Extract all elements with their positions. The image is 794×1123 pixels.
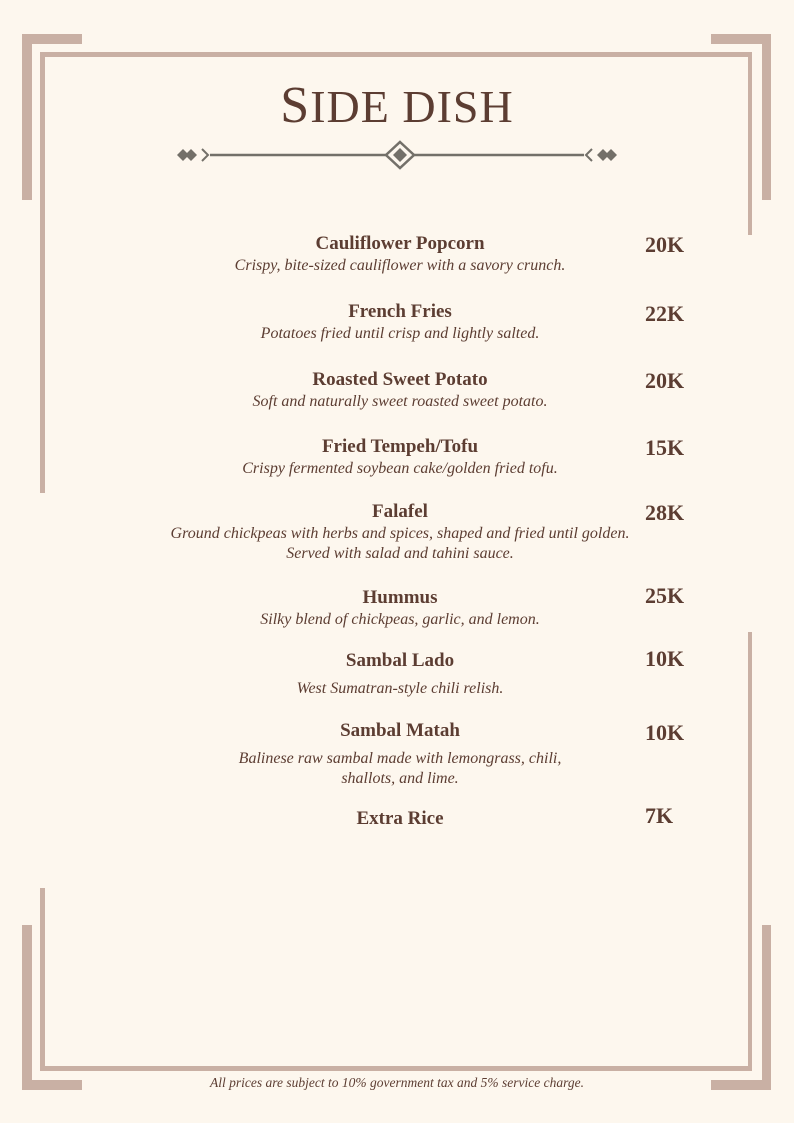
- item-price: 10K: [645, 646, 685, 671]
- menu-item: [160, 435, 640, 479]
- menu-item: [160, 232, 640, 276]
- item-price: 10K: [645, 720, 685, 745]
- menu-item: [160, 500, 640, 564]
- frame-inner-right-bottom: [748, 632, 752, 1071]
- item-price: 15K: [645, 435, 685, 460]
- item-description: Soft and naturally sweet roasted sweet potato.: [252, 393, 548, 410]
- frame-corner-bottom-left-v: [22, 925, 32, 1090]
- item-name: Sambal Matah: [340, 720, 460, 741]
- page-title: [0, 76, 794, 135]
- title-rest: IDE DISH: [310, 81, 514, 132]
- footer-note: All prices are subject to 10% government tax and 5% service charge.: [210, 1075, 584, 1090]
- item-name: Extra Rice: [356, 808, 444, 829]
- divider-ornament-icon: [170, 140, 624, 172]
- item-name: Falafel: [372, 501, 428, 522]
- item-name: French Fries: [348, 301, 452, 322]
- item-description: Potatoes fried until crisp and lightly salted.: [260, 325, 540, 342]
- frame-corner-bottom-right-v: [762, 925, 771, 1090]
- item-price: 20K: [645, 368, 685, 393]
- frame-inner-left-bottom: [40, 888, 45, 1071]
- item-price: 20K: [645, 232, 685, 257]
- menu-item: [160, 719, 640, 789]
- item-name: Cauliflower Popcorn: [315, 233, 485, 254]
- menu-item: [160, 586, 640, 630]
- item-price: 28K: [645, 500, 685, 525]
- item-name: Hummus: [362, 587, 438, 608]
- item-description: Ground chickpeas with herbs and spices, shaped and fried until golden. Served with salad and tahini sauce.: [170, 525, 630, 562]
- menu-item: [160, 300, 640, 344]
- item-description: Balinese raw sambal made with lemongrass, chili, shallots, and lime.: [238, 750, 562, 787]
- item-price: 22K: [645, 301, 685, 326]
- item-name: Sambal Lado: [345, 650, 455, 671]
- menu-item: [160, 649, 640, 699]
- item-price: 7K: [645, 803, 674, 828]
- frame-inner-bottom: [40, 1066, 752, 1071]
- item-description: West Sumatran-style chili relish.: [296, 680, 504, 697]
- item-name: Fried Tempeh/Tofu: [321, 436, 479, 457]
- frame-inner-top: [40, 52, 752, 57]
- item-name: Roasted Sweet Potato: [312, 369, 488, 390]
- menu-item: [160, 807, 640, 831]
- menu-item: [160, 368, 640, 412]
- title-initial: S: [280, 77, 311, 134]
- item-price: 25K: [645, 583, 685, 608]
- item-description: Crispy, bite-sized cauliflower with a savory crunch.: [234, 257, 566, 274]
- item-description: Crispy fermented soybean cake/golden fried tofu.: [242, 460, 558, 477]
- item-description: Silky blend of chickpeas, garlic, and lemon.: [260, 611, 540, 628]
